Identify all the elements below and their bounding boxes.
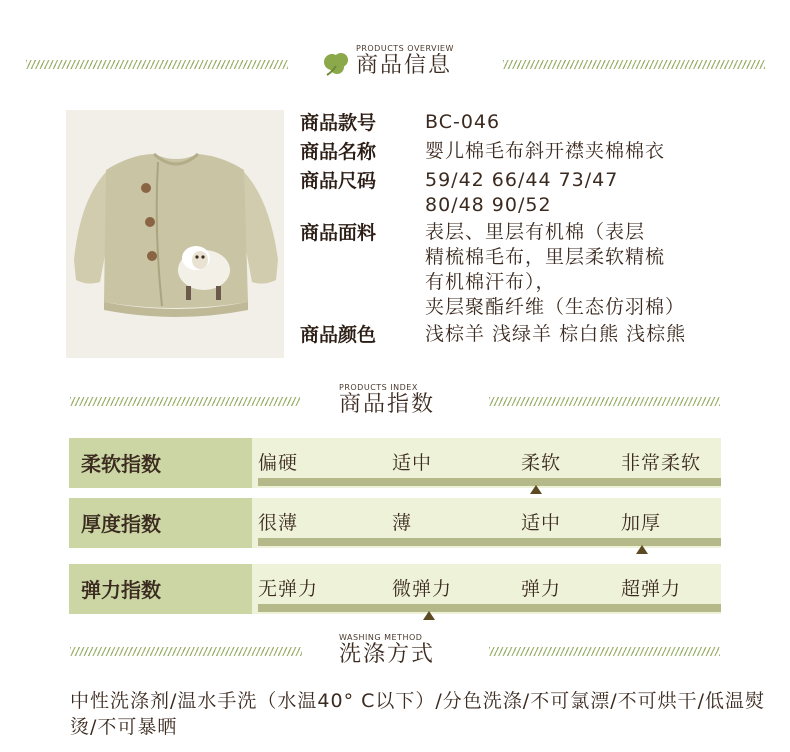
info-row-style-no <box>300 110 790 137</box>
index-option: 适中 <box>521 512 562 534</box>
index-marker <box>423 611 435 620</box>
divider-left <box>70 397 300 406</box>
index-bar <box>258 538 721 546</box>
divider-right <box>489 397 720 406</box>
index-option: 很薄 <box>258 512 299 534</box>
overview-heading-en: PRODUCTS OVERVIEW <box>356 44 454 53</box>
index-label: 柔软指数 <box>69 438 252 488</box>
info-value: BC-046 <box>425 111 501 133</box>
overview-heading-zh: 商品信息 <box>356 53 453 78</box>
product-info-table <box>300 110 790 351</box>
product-photo <box>66 110 284 358</box>
index-marker <box>530 485 542 494</box>
index-option: 加厚 <box>621 512 662 534</box>
index-heading-en: PRODUCTS INDEX <box>339 383 418 392</box>
info-value: 表层、里层有机棉（表层 精梳棉毛布，里层柔软精梳 有机棉汗布）， 夹层聚酯纤维（生态仿羽棉） <box>425 221 686 318</box>
index-heading <box>339 383 435 418</box>
info-value: 59/42 66/44 73/47 80/48 90/52 <box>425 169 619 216</box>
index-label: 弹力指数 <box>69 564 252 614</box>
washing-heading <box>339 633 435 668</box>
index-bar <box>258 478 721 486</box>
index-bar-fill <box>258 478 721 486</box>
index-row-thickness <box>69 498 721 548</box>
index-option: 非常柔软 <box>621 452 702 474</box>
index-row-elasticity <box>69 564 721 614</box>
overview-heading <box>356 44 454 79</box>
divider-right <box>503 60 765 69</box>
info-row-fabric <box>300 220 790 320</box>
info-label: 商品名称 <box>300 141 377 163</box>
index-option: 偏硬 <box>258 452 299 474</box>
info-value: 浅棕羊 浅绿羊 棕白熊 浅棕熊 <box>425 323 687 345</box>
index-option: 薄 <box>392 512 413 534</box>
index-label: 厚度指数 <box>69 498 252 548</box>
info-label: 商品款号 <box>300 112 377 134</box>
index-heading-zh: 商品指数 <box>339 392 436 417</box>
info-row-name <box>300 139 790 166</box>
index-marker <box>636 545 648 554</box>
index-bar <box>258 604 721 612</box>
index-option: 无弹力 <box>258 578 319 600</box>
info-row-size <box>300 168 790 218</box>
index-bar-fill <box>258 604 721 612</box>
washing-heading-zh: 洗涤方式 <box>339 642 436 667</box>
index-option: 弹力 <box>521 578 562 600</box>
info-row-color <box>300 322 790 349</box>
info-label: 商品颜色 <box>300 324 377 346</box>
washing-heading-en: WASHING METHOD <box>339 633 423 642</box>
info-label: 商品尺码 <box>300 170 377 192</box>
divider-right <box>489 647 720 656</box>
index-option: 柔软 <box>521 452 562 474</box>
leaf-icon <box>320 50 354 78</box>
divider-left <box>70 647 302 656</box>
index-option: 超弹力 <box>621 578 682 600</box>
index-option: 适中 <box>392 452 433 474</box>
info-value: 婴儿棉毛布斜开襟夹棉棉衣 <box>425 140 666 162</box>
index-option: 微弹力 <box>392 578 453 600</box>
jacket-image <box>66 110 284 358</box>
washing-text: 中性洗涤剂/温水手洗（水温40° C以下）/分色洗涤/不可氯漂/不可烘干/低温熨烫/不可暴晒 <box>70 690 765 738</box>
info-label: 商品面料 <box>300 222 377 244</box>
index-bar-fill <box>258 538 721 546</box>
index-row-softness <box>69 438 721 488</box>
divider-left <box>26 60 288 69</box>
